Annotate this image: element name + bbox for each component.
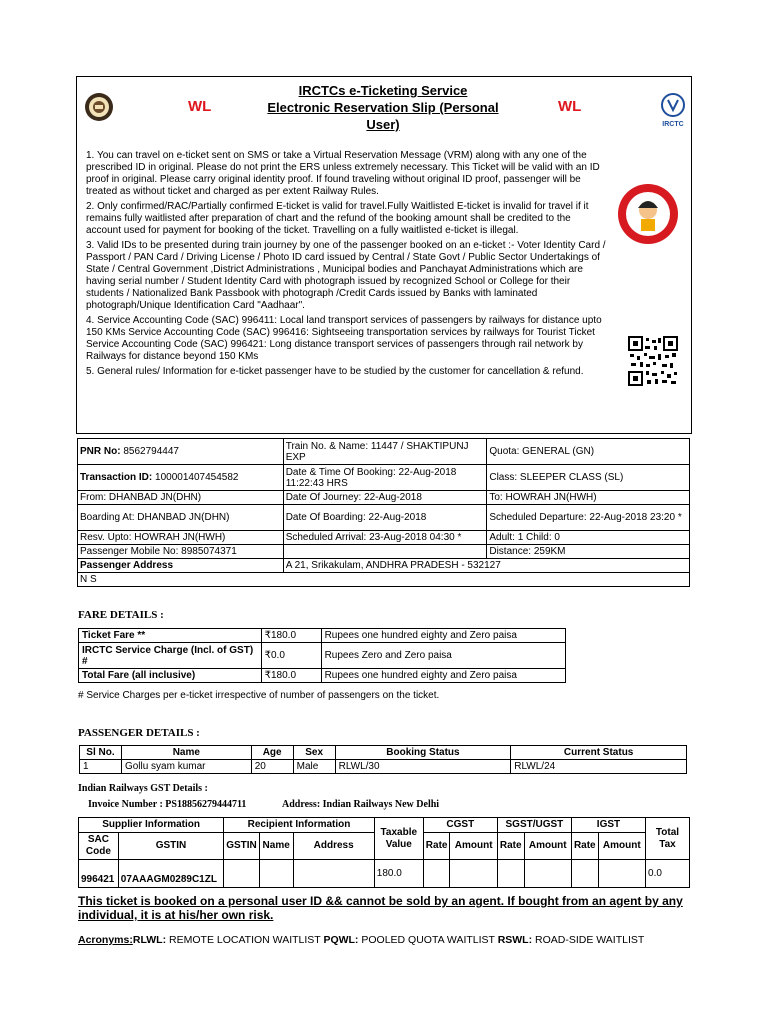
acronym-pqwl: PQWL:	[323, 934, 359, 946]
igst-rate	[571, 860, 598, 888]
recipient-name	[259, 860, 293, 888]
cgst-rate-header: Rate	[423, 833, 450, 860]
sgst-header: SGST/UGST	[497, 818, 571, 833]
table-row	[79, 629, 566, 643]
column-header: Sex	[293, 746, 335, 760]
instruction-2: 2. Only confirmed/RAC/Partially confirmed E-ticket is valid for travel.Fully Waitlisted E-ticket is invalid for travel if it remains fully waitlisted after preparation of chart and the refund of the booking amount shall be credited to the account used for payment for booking of the ticket. Travelling on a fully waitlisted e-ticket is illegal.	[86, 201, 589, 236]
sac-code-header: SAC Code	[79, 833, 119, 860]
igst-header: IGST	[571, 818, 645, 833]
fare-label: IRCTC Service Charge (Incl. of GST) #	[79, 643, 262, 669]
sgst-rate-header: Rate	[497, 833, 524, 860]
booking-status: RLWL/30	[335, 760, 511, 774]
indian-railways-logo-icon	[84, 92, 114, 122]
fare-details-table	[78, 628, 566, 683]
fare-label: Total Fare (all inclusive)	[79, 669, 262, 683]
current-status: RLWL/24	[511, 760, 687, 774]
passenger-mobile: Passenger Mobile No: 8985074371	[78, 545, 284, 559]
cgst-rate	[423, 860, 450, 888]
waitlist-status-right: WL	[558, 98, 582, 115]
passenger-sex: Male	[293, 760, 335, 774]
igst-rate-header: Rate	[571, 833, 598, 860]
cgst-amount	[450, 860, 497, 888]
fare-amount: ₹180.0	[261, 669, 321, 683]
invoice-number: Invoice Number : PS18856279444711	[88, 799, 247, 810]
fare-in-words: Rupees one hundred eighty and Zero paisa	[321, 669, 565, 683]
travel-class: Class: SLEEPER CLASS (SL)	[487, 465, 690, 491]
fare-amount: ₹180.0	[261, 629, 321, 643]
table-row	[78, 505, 690, 531]
table-row	[78, 559, 690, 573]
column-header: Sl No.	[80, 746, 122, 760]
table-header-row	[80, 746, 687, 760]
svg-text:IRCTC: IRCTC	[662, 121, 684, 128]
transaction-cell	[78, 465, 284, 491]
gst-details-title: Indian Railways GST Details :	[78, 783, 208, 794]
acronym-rswl: RSWL:	[497, 934, 533, 946]
irctc-logo-icon	[658, 92, 688, 128]
cgst-header: CGST	[423, 818, 497, 833]
acronym-rswl-text: ROAD-SIDE WAITLIST	[532, 934, 645, 946]
table-row	[78, 465, 690, 491]
column-header: Current Status	[511, 746, 687, 760]
recipient-gstin-header: GSTIN	[224, 833, 260, 860]
agent-warning: This ticket is booked on a personal user ID && cannot be sold by an agent. If bought from an agent by any individual, it is at his/her own risk.	[78, 894, 683, 922]
passenger-details-title: PASSENGER DETAILS :	[78, 727, 200, 739]
beti-bachao-logo-icon	[616, 182, 680, 246]
fare-in-words: Rupees one hundred eighty and Zero paisa	[321, 629, 565, 643]
to-station: To: HOWRAH JN(HWH)	[487, 491, 690, 505]
empty-cell	[283, 545, 487, 559]
acronyms-label: Acronyms:	[78, 934, 133, 946]
pnr-label: PNR No:	[80, 446, 121, 457]
table-row	[80, 760, 687, 774]
fare-in-words: Rupees Zero and Zero paisa	[321, 643, 565, 669]
boarding-date: Date Of Boarding: 22-Aug-2018	[283, 505, 487, 531]
pnr-number: 8562794447	[123, 446, 179, 457]
recipient-address	[293, 860, 374, 888]
acronym-rlwl-text: REMOTE LOCATION WAITLIST	[166, 934, 324, 946]
boarding-station: Boarding At: DHANBAD JN(DHN)	[78, 505, 284, 531]
acronym-rlwl: RLWL:	[132, 934, 167, 946]
supplier-gstin: 07AAAGM0289C1ZL	[118, 860, 223, 888]
passenger-details-table	[79, 745, 687, 774]
from-station: From: DHANBAD JN(DHN)	[78, 491, 284, 505]
recipient-gstin	[224, 860, 260, 888]
journey-details-table	[77, 438, 690, 587]
sgst-amount-header: Amount	[524, 833, 571, 860]
table-row	[78, 545, 690, 559]
gst-header-row	[79, 818, 690, 833]
pnr-cell	[78, 439, 284, 465]
transaction-label: Transaction ID:	[80, 472, 153, 483]
taxable-value: 180.0	[374, 860, 423, 888]
table-row	[79, 669, 566, 683]
table-row	[78, 439, 690, 465]
acronym-pqwl-text: POOLED QUOTA WAITLIST	[358, 934, 498, 946]
gst-data-row	[79, 860, 690, 888]
instruction-5: 5. General rules/ Information for e-ticket passenger have to be studied by the customer for cancellation & refund.	[86, 366, 584, 377]
gst-details-table	[78, 817, 690, 888]
service-charge-note: # Service Charges per e-ticket irrespective of number of passengers on the ticket.	[78, 690, 440, 701]
transaction-id: 100001407454582	[155, 472, 239, 483]
instruction-3: 3. Valid IDs to be presented during train journey by one of the passenger booked on an e-ticket :- Voter Identity Card / Passport / PAN Card / Driving License / Photo ID card issued by Central / State Govt / Public Sector Undertakings of State / Central Government ,District Administrations , Municipal bodies and Panchayat Administrations which are having serial number / Student Identity Card with photograph issued by recognized School or College for their students / Nationalized Bank Passbook with photograph /Credit Cards issued by Banks with laminated photograph/Unique Identification Card "Aadhaar".	[86, 240, 606, 311]
instruction-4: 4. Service Accounting Code (SAC) 996411: Local land transport services of passengers by railways for distance upto 150 KMs Service Accounting Code (SAC) 996416: Sightseeing transportation services by railways for Tourist Ticket Service Accounting Code (SAC) 996421: Long distance transport services of passengers through rail network by Railways for distance beyond 150 KMs	[86, 315, 602, 362]
cgst-amount-header: Amount	[450, 833, 497, 860]
reservation-upto: Resv. Upto: HOWRAH JN(HWH)	[78, 531, 284, 545]
journey-date: Date Of Journey: 22-Aug-2018	[283, 491, 487, 505]
recipient-info-header: Recipient Information	[224, 818, 375, 833]
quota: Quota: GENERAL (GN)	[487, 439, 690, 465]
table-row	[79, 643, 566, 669]
scheduled-departure: Scheduled Departure: 22-Aug-2018 23:20 *	[487, 505, 690, 531]
table-row	[78, 573, 690, 587]
sgst-amount	[524, 860, 571, 888]
title-line-2: Electronic Reservation Slip (Personal User)	[267, 100, 499, 132]
scheduled-arrival: Scheduled Arrival: 23-Aug-2018 04:30 *	[283, 531, 487, 545]
ticket-title	[258, 82, 508, 133]
table-row	[78, 531, 690, 545]
column-header: Name	[121, 746, 251, 760]
gstin-header: GSTIN	[118, 833, 223, 860]
ticket-instructions	[86, 150, 606, 381]
fare-details-title: FARE DETAILS :	[78, 609, 164, 621]
acronyms-line	[78, 934, 690, 946]
train-name: Train No. & Name: 11447 / SHAKTIPUNJ EXP	[283, 439, 487, 465]
sac-code: 996421	[79, 860, 119, 888]
fare-amount: ₹0.0	[261, 643, 321, 669]
column-header: Booking Status	[335, 746, 511, 760]
ns-row: N S	[78, 573, 690, 587]
igst-amount	[598, 860, 645, 888]
serial-number: 1	[80, 760, 122, 774]
total-tax-header: Total Tax	[646, 818, 690, 860]
gst-address: Address: Indian Railways New Delhi	[282, 799, 440, 810]
instruction-1: 1. You can travel on e-ticket sent on SMS or take a Virtual Reservation Message (VRM) along with any one of the prescribed ID in original. Please do not print the ERS unless extremely necessary. This Ticket will be valid with an ID proof in original. Please carry original identity proof. If found traveling without original ID proof, passenger will be treated as without ticket and charged as per extent Railway Rules.	[86, 150, 600, 197]
qr-code-icon	[628, 336, 678, 386]
recipient-address-header: Address	[293, 833, 374, 860]
e-ticket-page	[76, 76, 692, 956]
waitlist-status-left: WL	[188, 98, 212, 115]
title-line-1: IRCTCs e-Ticketing Service	[298, 83, 468, 98]
igst-amount-header: Amount	[598, 833, 645, 860]
passenger-name: Gollu syam kumar	[121, 760, 251, 774]
table-row	[78, 491, 690, 505]
fare-label: Ticket Fare **	[79, 629, 262, 643]
address-label: Passenger Address	[78, 559, 284, 573]
supplier-info-header: Supplier Information	[79, 818, 224, 833]
sgst-rate	[497, 860, 524, 888]
column-header: Age	[251, 746, 293, 760]
taxable-value-header: Taxable Value	[374, 818, 423, 860]
passenger-count: Adult: 1 Child: 0	[487, 531, 690, 545]
total-tax: 0.0	[646, 860, 690, 888]
booking-datetime: Date & Time Of Booking: 22-Aug-2018 11:22:43 HRS	[283, 465, 487, 491]
recipient-name-header: Name	[259, 833, 293, 860]
passenger-age: 20	[251, 760, 293, 774]
passenger-address: A 21, Srikakulam, ANDHRA PRADESH - 532127	[283, 559, 689, 573]
distance: Distance: 259KM	[487, 545, 690, 559]
